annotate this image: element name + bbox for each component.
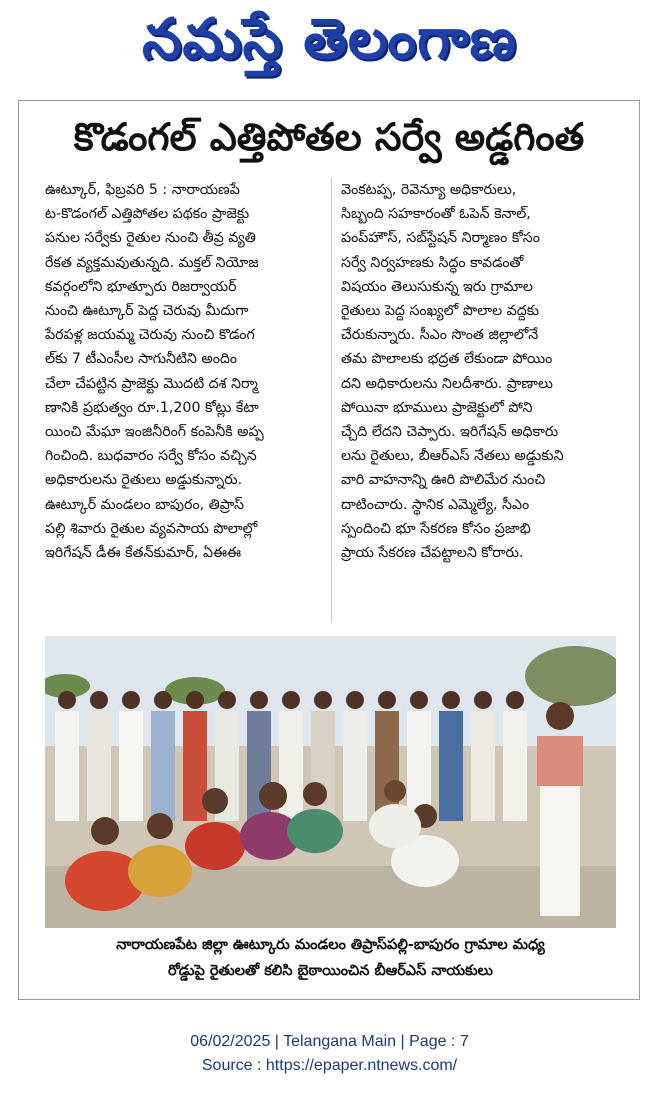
column-divider bbox=[331, 178, 332, 623]
article-line: దని అధికారులను నిలదీశారు. ప్రాణాలు bbox=[341, 375, 553, 392]
article-line: తమ పొలాలకు భద్రత లేకుండా పోయిం bbox=[341, 351, 553, 368]
article-line: ల్‌కు 7 టీఎంసీల సాగునీటిని అందిం bbox=[45, 351, 238, 368]
article-line: ట-కొడంగల్ ఎత్తిపోతల పథకం ప్రాజెక్టు bbox=[45, 206, 250, 223]
article-line: యించి మేఘా ఇంజినీరింగ్ కంపెనీకి అప్ప bbox=[45, 424, 264, 441]
photo-caption bbox=[45, 932, 616, 984]
masthead bbox=[0, 0, 659, 92]
article-line: పల్లి శివారు రైతుల వ్యవసాయ పొలాల్లో bbox=[45, 520, 258, 537]
article-line: ఇరిగేషన్ డీఈ కేతన్‌కుమార్, ఏఈఈ bbox=[45, 545, 242, 562]
article-line: కవర్గంలోని భూత్పూరు రిజర్వాయర్ bbox=[45, 278, 237, 295]
photo-illustration bbox=[45, 636, 616, 928]
article-line: ణానికి ప్రభుత్వం రూ.1,200 కోట్లు కేటా bbox=[45, 399, 259, 416]
article-line: ఊట్కూర్ మండలం బాపురం, తిప్రాస్ bbox=[45, 496, 244, 513]
article-line: విషయం తెలుసుకున్న ఇరు గ్రామాల bbox=[341, 278, 533, 295]
masthead-title: నమస్తే తెలంగాణ bbox=[142, 6, 517, 72]
article-line: పంప్‌హౌస్, సబ్‌స్టేషన్ నిర్మాణం కోసం bbox=[341, 230, 540, 247]
article-line: ఊట్కూర్, ఫిబ్రవరి 5 : నారాయణపే bbox=[45, 182, 240, 198]
article-column-left bbox=[45, 178, 321, 623]
article-headline: కొడంగల్ ఎత్తిపోతల సర్వే అడ్డగింత bbox=[73, 115, 585, 159]
article-line: సిబ్బంది సహకారంతో ఓపెన్ కెనాల్, bbox=[341, 206, 531, 223]
article-column-right bbox=[341, 178, 617, 623]
article-line: పనుల సర్వేకు రైతుల నుంచి తీవ్ర వ్యతి bbox=[45, 230, 256, 247]
article-line: అధికారులను రైతులు అడ్డుకున్నారు. bbox=[45, 472, 243, 489]
footer-edition-line: 06/02/2025 | Telangana Main | Page : 7 bbox=[190, 1033, 469, 1050]
article-line: నుంచి ఊట్కూర్ పెద్ద చెరువు మీదుగా bbox=[45, 303, 249, 320]
page-footer bbox=[0, 1030, 659, 1078]
article-line: ప్రాయ సేకరణ చేపట్టాలని కోరారు. bbox=[341, 545, 524, 562]
article-body bbox=[45, 178, 617, 623]
article-line: సర్వే నిర్వహణకు సిద్ధం కావడంతో bbox=[341, 254, 524, 271]
news-photo bbox=[45, 636, 616, 928]
article-line: స్పందించి భూ సేకరణ కోసం ప్రజాభి bbox=[341, 520, 531, 537]
article-line: వెంకటప్ప, రెవెన్యూ అధికారులు, bbox=[341, 182, 517, 198]
footer-source-line: Source : https://epaper.ntnews.com/ bbox=[201, 1057, 458, 1074]
article-line: చేరుకున్నారు. సీఎం సొంత జిల్లాలోనే bbox=[341, 327, 539, 344]
article-line: రైతులు పెద్ద సంఖ్యలో పొలాల వద్దకు bbox=[341, 303, 540, 320]
article-line: చ్చేది లేదని చెప్పారు. ఇరిగేషన్ అధికారు bbox=[341, 424, 559, 441]
article-line: లను రైతులు, బీఆర్‌ఎస్ నేతలు అడ్డుకుని bbox=[341, 448, 564, 465]
caption-line: రోడ్డుపై రైతులతో కలిసి బైఠాయించిన బీఆర్‌ఎస్ నాయకులు bbox=[168, 963, 493, 979]
caption-line: నారాయణపేట జిల్లా ఊట్కూరు మండలం తిప్రాస్‌పల్లి-బాపురం గ్రామాల మధ్య bbox=[116, 937, 545, 953]
article-line: చేలా చేపట్టిన ప్రాజెక్టు మొదటి దశ నిర్మా bbox=[45, 375, 258, 392]
article-line: పేరపళ్ల జయమ్మ చెరువు నుంచి కొడంగ bbox=[45, 327, 255, 344]
article-line: పోయినా భూములు ప్రాజెక్టులో పోని bbox=[341, 399, 533, 416]
article-line: గించింది. బుధవారం సర్వే కోసం వచ్చిన bbox=[45, 448, 257, 465]
article-line: వారి వాహనాన్ని ఊరి పొలిమేర నుంచి bbox=[341, 472, 546, 489]
article-line: రేకత వ్యక్తమవుతున్నది. మక్తల్ నియోజ bbox=[45, 254, 259, 271]
article-line: దాటించారు. స్థానిక ఎమ్మెల్యే, సీఎం bbox=[341, 496, 530, 513]
